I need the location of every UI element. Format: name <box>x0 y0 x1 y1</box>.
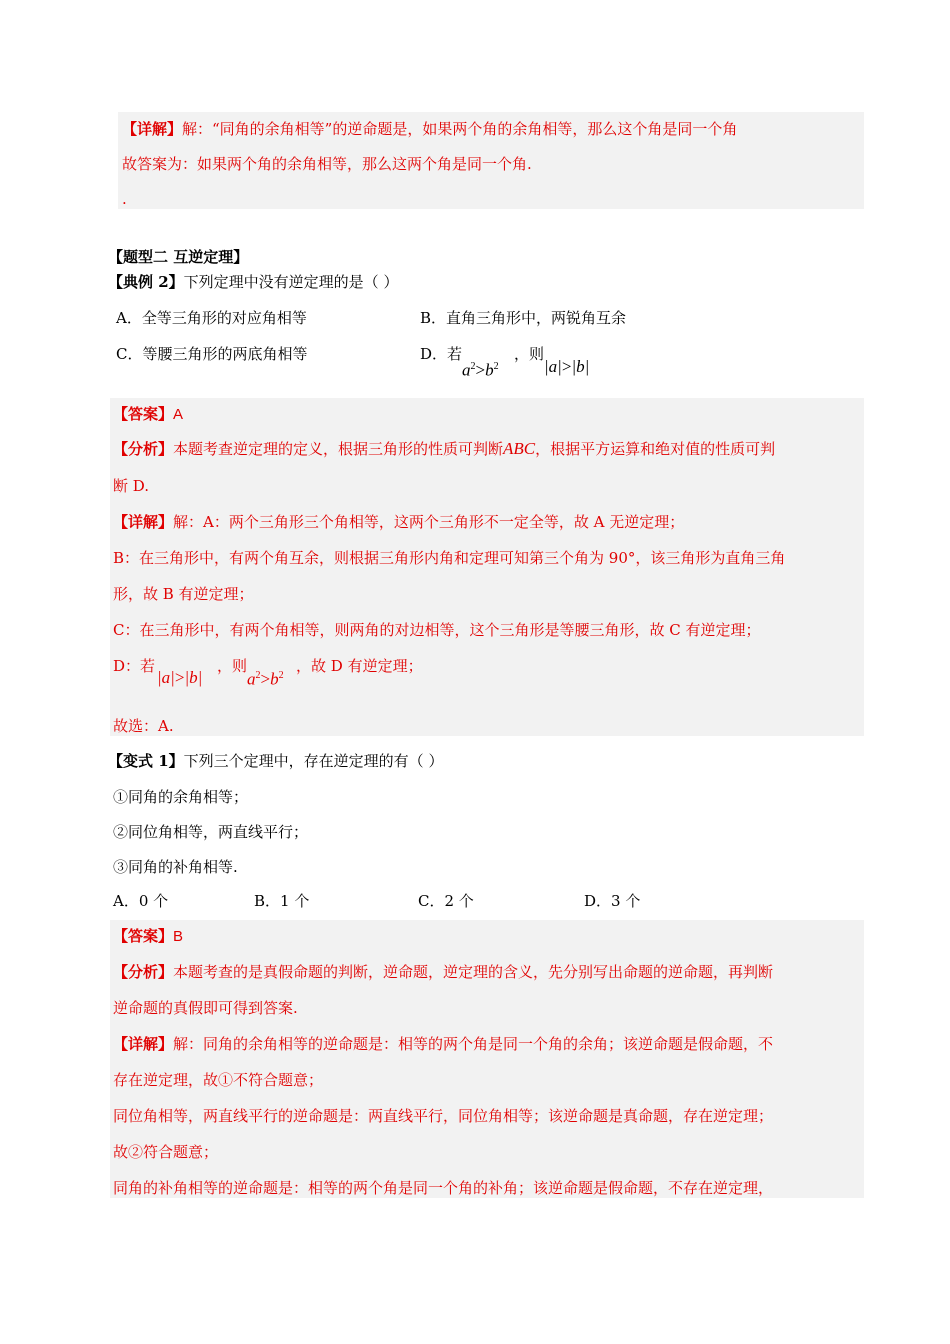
detail-line-6: 故选：A. <box>113 717 174 735</box>
answer-line <box>113 404 183 425</box>
answer-value: B <box>173 928 184 945</box>
detail-line-1: 【详解】解：A：两个三角形三个角相等，这两个三角形不一定全等，故 A 无逆定理； <box>113 513 685 531</box>
detail-line-5-prefix: D：若 <box>113 657 156 675</box>
variant-item-2: ②同位角相等，两直线平行； <box>113 823 309 841</box>
variant-detail-line-5: 同角的补角相等的逆命题是：相等的两个角是同一个角的补角；该逆命题是假命题，不存在逆定理， <box>113 1179 774 1197</box>
variant-analysis-line-1: 【分析】本题考查的是真假命题的判断，逆命题，逆定理的含义，先分别写出命题的逆命题，再判断 <box>113 963 774 981</box>
detail-formula-1: |a|>|b| <box>157 668 203 687</box>
analysis-tag: 【分析】 <box>113 963 174 981</box>
variant-item-1: ①同角的余角相等； <box>113 788 249 806</box>
variant-analysis-line-2: 逆命题的真假即可得到答案. <box>113 999 298 1017</box>
analysis-tag: 【分析】 <box>113 440 174 458</box>
detail-formula-2: $a^2>b^2$ <box>247 669 284 689</box>
answer-tag: 【答案】 <box>113 927 174 945</box>
top-answer-line: 故答案为：如果两个角的余角相等，那么这两个角是同一个角. <box>122 155 532 173</box>
example-tag: 【典例 2】 <box>108 273 184 291</box>
detail-line-4: C：在三角形中，有两个角相等，则两角的对边相等，这个三角形是等腰三角形，故 C 有逆定理； <box>113 621 761 639</box>
detail-tag: 【详解】 <box>113 1035 174 1053</box>
detail-tag: 【详解】 <box>122 120 183 138</box>
variant-detail-line-2: 存在逆定理，故①不符合题意； <box>113 1071 324 1089</box>
option-d-prefix: D．若 <box>420 345 463 363</box>
variant-tag: 【变式 1】 <box>108 752 184 770</box>
detail-text: 解：“同角的余角相等”的逆命题是，如果两个角的余角相等，那么这个角是同一个角 <box>182 120 738 138</box>
variant-answer-line <box>113 926 183 947</box>
answer-value: A <box>173 406 184 423</box>
detail-tag: 【详解】 <box>113 513 174 531</box>
example-question <box>108 272 398 292</box>
variant-question <box>108 751 443 771</box>
detail-line-3: 形，故 B 有逆定理； <box>113 585 254 603</box>
variant-detail-line-4: 故②符合题意； <box>113 1143 219 1161</box>
option-a: A．全等三角形的对应角相等 <box>116 309 307 327</box>
option-d-mid: ，则 <box>514 345 545 363</box>
top-detail-line <box>122 119 737 139</box>
option-b: B．直角三角形中，两锐角互余 <box>420 309 627 327</box>
answer-tag: 【答案】 <box>113 405 174 423</box>
section-title: 【题型二 互逆定理】 <box>108 248 249 266</box>
detail-line-2: B：在三角形中，有两个角互余，则根据三角形内角和定理可知第三个角为 90°，该三角形为直角三角 <box>113 549 786 567</box>
option-d-formula-2: |a|>|b| <box>544 357 590 376</box>
variant-detail-line-1: 【详解】解：同角的余角相等的逆命题是：相等的两个角是同一个角的余角；该逆命题是假命题，不 <box>113 1035 774 1053</box>
variant-detail-line-3: 同位角相等，两直线平行的逆命题是：两直线平行，同位角相等；该逆命题是真命题，存在逆定理； <box>113 1107 774 1125</box>
top-dot-line: . <box>122 190 127 208</box>
example-text: 下列定理中没有逆定理的是（ ） <box>183 273 399 291</box>
variant-option-b: B．1 个 <box>254 892 310 910</box>
analysis-line-1: 【分析】本题考查逆定理的定义，根据三角形的性质可判断ABC，根据平方运算和绝对值的性质可判 <box>113 439 776 458</box>
option-d-formula-1: $a^2>b^2$ <box>462 360 499 380</box>
variant-text: 下列三个定理中，存在逆定理的有（ ） <box>183 752 444 770</box>
analysis-line-2: 断 D. <box>113 477 150 495</box>
variant-item-3: ③同角的补角相等. <box>113 858 238 876</box>
detail-line-5-suffix: ，故 D 有逆定理； <box>296 657 423 675</box>
variant-option-c: C．2 个 <box>418 892 474 910</box>
abc-label: ABC <box>503 439 536 458</box>
variant-option-d: D．3 个 <box>584 892 641 910</box>
option-c: C．等腰三角形的两底角相等 <box>116 345 308 363</box>
detail-line-5-mid: ，则 <box>217 657 248 675</box>
variant-option-a: A．0 个 <box>113 892 169 910</box>
